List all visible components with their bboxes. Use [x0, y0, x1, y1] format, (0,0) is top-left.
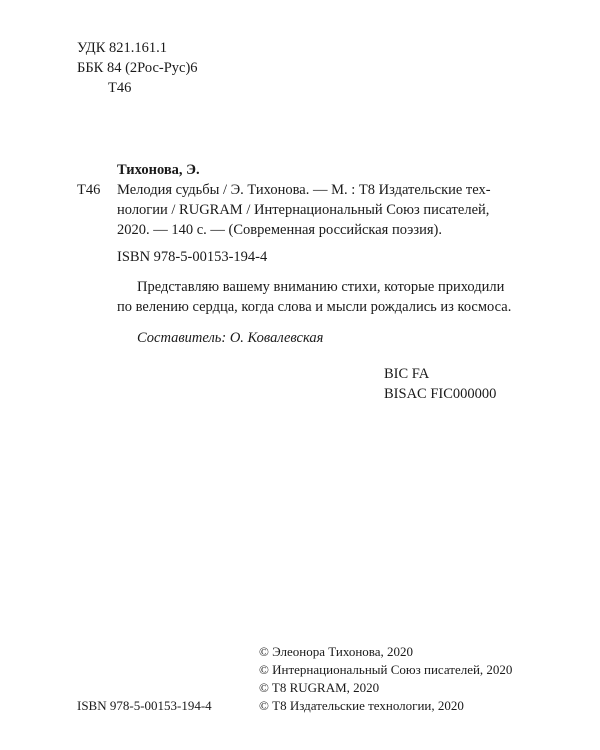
isbn-main: ISBN 978-5-00153-194-4	[117, 249, 268, 265]
bibliographic-line-3: 2020. — 140 с. — (Современная российская поэзия).	[117, 222, 442, 238]
annotation-line-2: по велению сердца, когда слова и мысли рождались из космоса.	[117, 299, 512, 315]
bibliographic-line-2: нологии / RUGRAM / Интернациональный Союз писателей,	[117, 202, 490, 218]
copyright-line-3: © T8 RUGRAM, 2020	[259, 680, 380, 695]
copyright-line-2: © Интернациональный Союз писателей, 2020	[259, 662, 513, 677]
copyright-line-1: © Элеонора Тихонова, 2020	[259, 644, 414, 659]
bbk-code: ББК 84 (2Рос-Рус)6	[77, 60, 198, 76]
annotation-line-1: Представляю вашему вниманию стихи, которые приходили	[137, 279, 505, 295]
bic-code: BIC FA	[384, 366, 430, 382]
author-sign-top: Т46	[108, 80, 132, 96]
bisac-code: BISAC FIC000000	[384, 386, 497, 402]
bibliographic-line-1: Мелодия судьбы / Э. Тихонова. — М. : Т8 Издательские тех-	[117, 182, 491, 198]
udk-code: УДК 821.161.1	[77, 40, 167, 56]
isbn-bottom: ISBN 978-5-00153-194-4	[77, 698, 212, 713]
copyright-line-4: © Т8 Издательские технологии, 2020	[259, 698, 464, 713]
author-name: Тихонова, Э.	[117, 162, 200, 178]
compiler-credit: Составитель: О. Ковалевская	[137, 330, 324, 346]
author-sign-side: Т46	[77, 182, 101, 198]
